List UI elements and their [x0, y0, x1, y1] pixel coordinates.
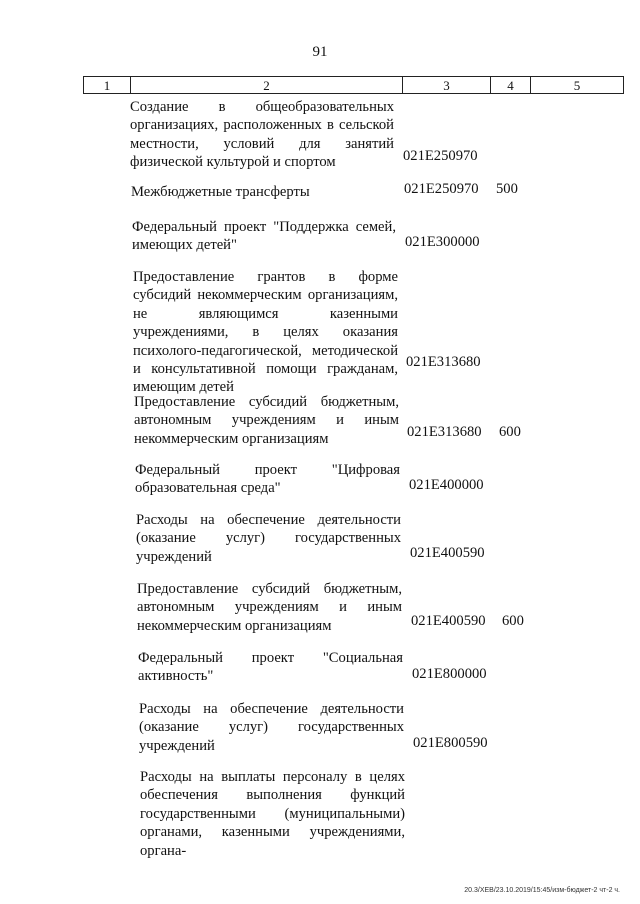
row-description: Федеральный проект "Цифровая образовательная среда": [135, 462, 400, 497]
row-description: Федеральный проект "Социальная активность": [138, 650, 403, 685]
row-code: 021E400000: [409, 477, 484, 493]
row-description: Предоставление субсидий бюджетным, автономным учреждениям и иным некоммерческим организациям: [134, 394, 399, 447]
row-expense-type: 600: [502, 613, 524, 629]
row-code: 021E400590: [411, 613, 486, 629]
row-description: Межбюджетные трансферты: [131, 184, 310, 200]
row-expense-type: 600: [499, 424, 521, 440]
row-code: 021E800590: [413, 735, 488, 751]
column-header: 3: [403, 77, 491, 94]
row-code: 021E300000: [405, 234, 480, 250]
page-number: 91: [312, 44, 328, 60]
row-expense-type: 500: [496, 181, 518, 197]
row-description: Предоставление субсидий бюджетным, автономным учреждениям и иным некоммерческим организациям: [137, 581, 402, 634]
column-header: 1: [84, 77, 131, 94]
row-description: Расходы на обеспечение деятельности (оказание услуг) государственных учреждений: [136, 512, 401, 565]
column-header: 2: [131, 77, 403, 94]
column-header: 5: [531, 77, 624, 94]
row-code: 021E313680: [407, 424, 482, 440]
row-code: 021E250970: [404, 181, 479, 197]
row-code: 021E800000: [412, 666, 487, 682]
row-description: Расходы на обеспечение деятельности (оказание услуг) государственных учреждений: [139, 701, 404, 754]
row-description: Федеральный проект "Поддержка семей, имеющих детей": [132, 219, 396, 254]
row-code: 021E250970: [403, 148, 478, 164]
row-description: Создание в общеобразовательных организациях, расположенных в сельской местности, условий для занятий физической культурой и спортом: [130, 99, 394, 171]
row-description: Предоставление грантов в форме субсидий некоммерческим организациям, не являющимся казенными учреждениями, в целях оказания психолого-педагогической, методической и консультативной помощи гражданам, имеющим детей: [133, 269, 398, 396]
row-code: 021E313680: [406, 354, 481, 370]
column-header: 4: [491, 77, 531, 94]
row-description: Расходы на выплаты персоналу в целях обеспечения выполнения функций государственными (муниципальными) органами, казенными учреждениями, органа-: [140, 769, 405, 859]
row-code: 021E400590: [410, 545, 485, 561]
document-footer: 20.3/ХЕВ/23.10.2019/15:45/изм-бюджет-2 чт-2 ч.: [464, 887, 620, 894]
